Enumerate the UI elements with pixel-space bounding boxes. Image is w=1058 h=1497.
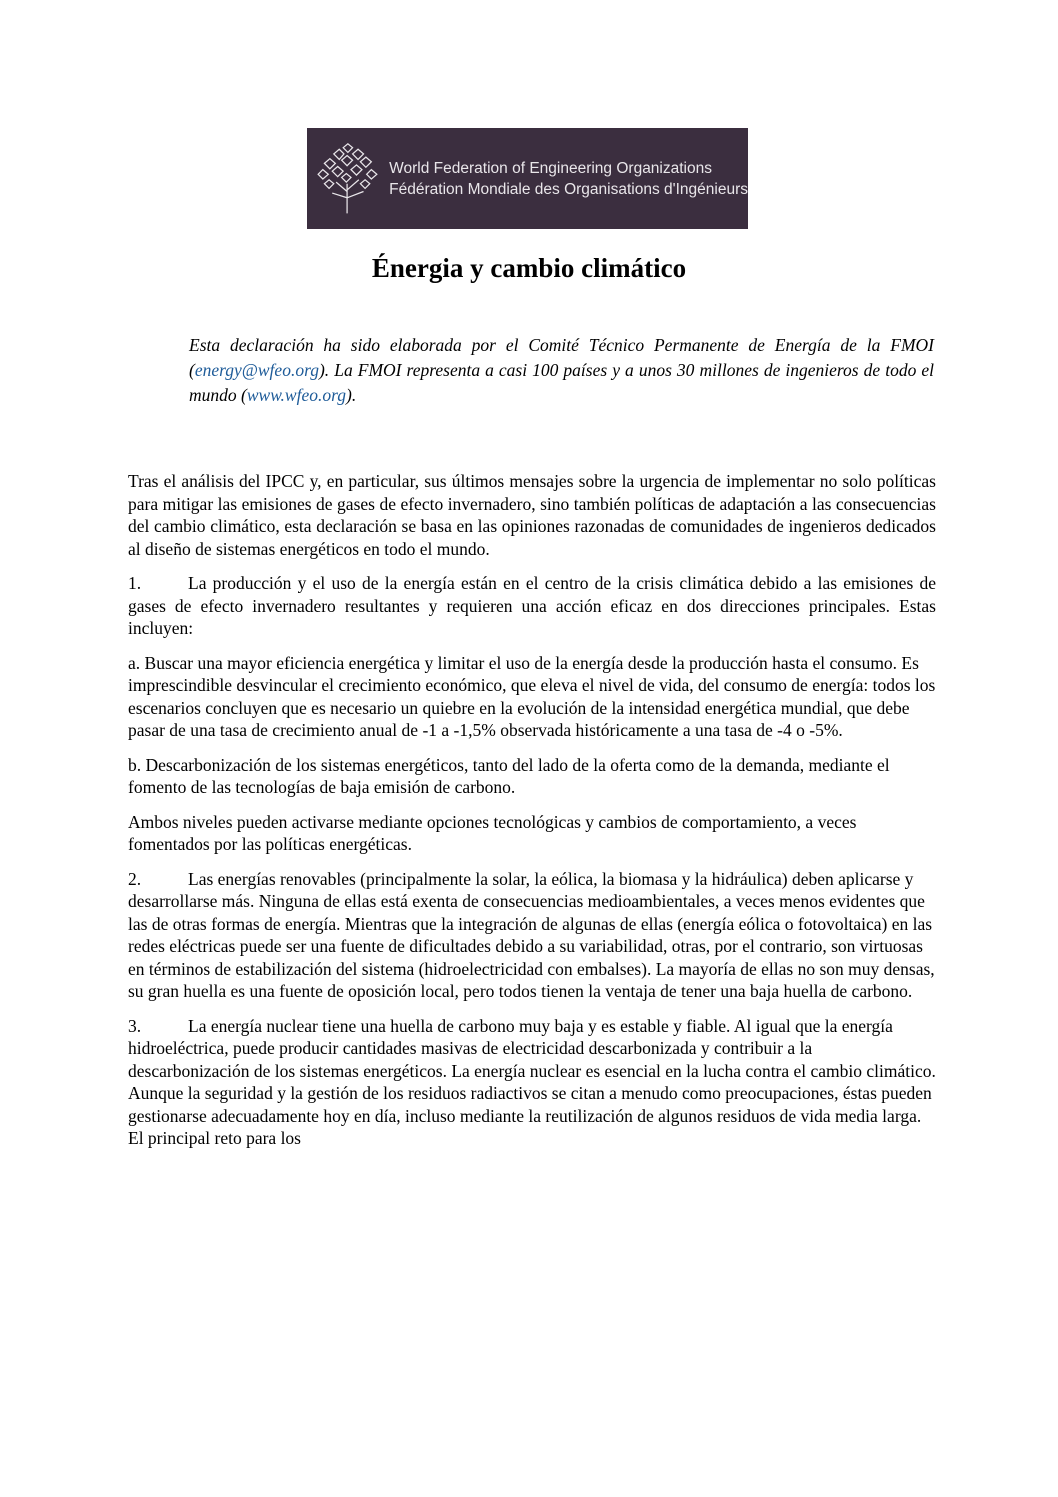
paragraph-a: a. Buscar una mayor eficiencia energética y limitar el uso de la energía desde la producción hasta el consumo. Es imprescindible desvincular el crecimiento económico, que eleva el nivel de vida, del consumo de energía: todos los escenarios concluyen que es necesario un quiebre en la evolución de la intensidad energética mundial, que debe pasar de una tasa de crecimiento anual de -1 a -1,5% observada históricamente a una tasa de -4 o -5%.: [128, 652, 936, 740]
paragraph-3: [128, 1015, 936, 1150]
document-body: [128, 470, 936, 1162]
paragraph-b: b. Descarbonización de los sistemas energéticos, tanto del lado de la oferta como de la demanda, mediante el fomento de las tecnologías de baja emisión de carbono.: [128, 754, 890, 797]
intro-statement: [189, 333, 934, 408]
logo-line-english: World Federation of Engineering Organizations: [389, 159, 712, 177]
email-link[interactable]: energy@wfeo.org: [194, 360, 319, 380]
paragraph-3-text: La energía nuclear tiene una huella de carbono muy baja y es estable y fiable. Al igual que la energía hidroeléctrica, puede producir cantidades masivas de electricidad descarbonizada y contribuir a la descarbonización de los sistemas energéticos. La energía nuclear es esencial en la lucha contra el cambio climático. Aunque la seguridad y la gestión de los residuos radiactivos se citan a menudo como preocupaciones, éstas pueden gestionarse adecuadamente hoy en día, incluso mediante la reutilización de algunos residuos de vida media larga. El principal reto para los: [128, 1015, 936, 1148]
wfeo-logo: [307, 128, 748, 229]
paragraph-3-number: 3.: [128, 1015, 142, 1036]
paragraph-1-number: 1.: [128, 573, 142, 593]
paragraph-2-text: Las energías renovables (principalmente la solar, la eólica, la biomasa y la hidráulica) deben aplicarse y desarrollarse más. Ninguna de ellas está exenta de consecuencias medioambientales, a veces menos evidentes que las de otras formas de energía. Mientras que la integración de algunas de ellas (energía eólica o fotovoltaica) en las redes eléctricas puede ser una fuente de dificultades debido a su variabilidad, otras, por el contrario, son virtuosas en términos de estabilización del sistema (hidroelectricidad con embalses). La mayoría de ellas no son muy densas, su gran huella es una fuente de oposición local, pero todos tienen la ventaja de tener una baja huella de carbono.: [128, 868, 935, 1001]
intro-text-3: ).: [346, 385, 357, 405]
paragraph-2: [128, 868, 936, 1003]
logo-text: [389, 158, 748, 200]
paragraph-intro: Tras el análisis del IPCC y, en particular, sus últimos mensajes sobre la urgencia de implementar no solo políticas para mitigar las emisiones de gases de efecto invernadero, sino también políticas de adaptación a las consecuencias del cambio climático, esta declaración se basa en las opiniones razonadas de comunidades de ingenieros dedicados al diseño de sistemas energéticos en todo el mundo.: [128, 471, 936, 559]
paragraph-1-text: La producción y el uso de la energía están en el centro de la crisis climática debido a las emisiones de gases de efecto invernadero resultantes y requieren una acción eficaz en dos direcciones principales. Estas incluyen:: [128, 573, 936, 638]
paragraph-2-number: 2.: [128, 868, 142, 889]
tree-icon: [315, 133, 379, 225]
paragraph-1: [128, 572, 936, 640]
document-title: Énergia y cambio climático: [371, 253, 687, 283]
intro-text-2: ). La FMOI representa a casi 100 países y a unos 30 millones de ingenieros de todo el mundo (: [189, 360, 934, 405]
website-link[interactable]: www.wfeo.org: [246, 385, 347, 405]
paragraph-both: Ambos niveles pueden activarse mediante opciones tecnológicas y cambios de comportamiento, a veces fomentados por las políticas energéticas.: [128, 811, 857, 854]
intro-text-1: Esta declaración ha sido elaborada por el Comité Técnico Permanente de Energía de la FMOI (: [189, 335, 934, 380]
logo-line-french: Fédération Mondiale des Organisations d'Ingénieurs: [389, 180, 748, 198]
